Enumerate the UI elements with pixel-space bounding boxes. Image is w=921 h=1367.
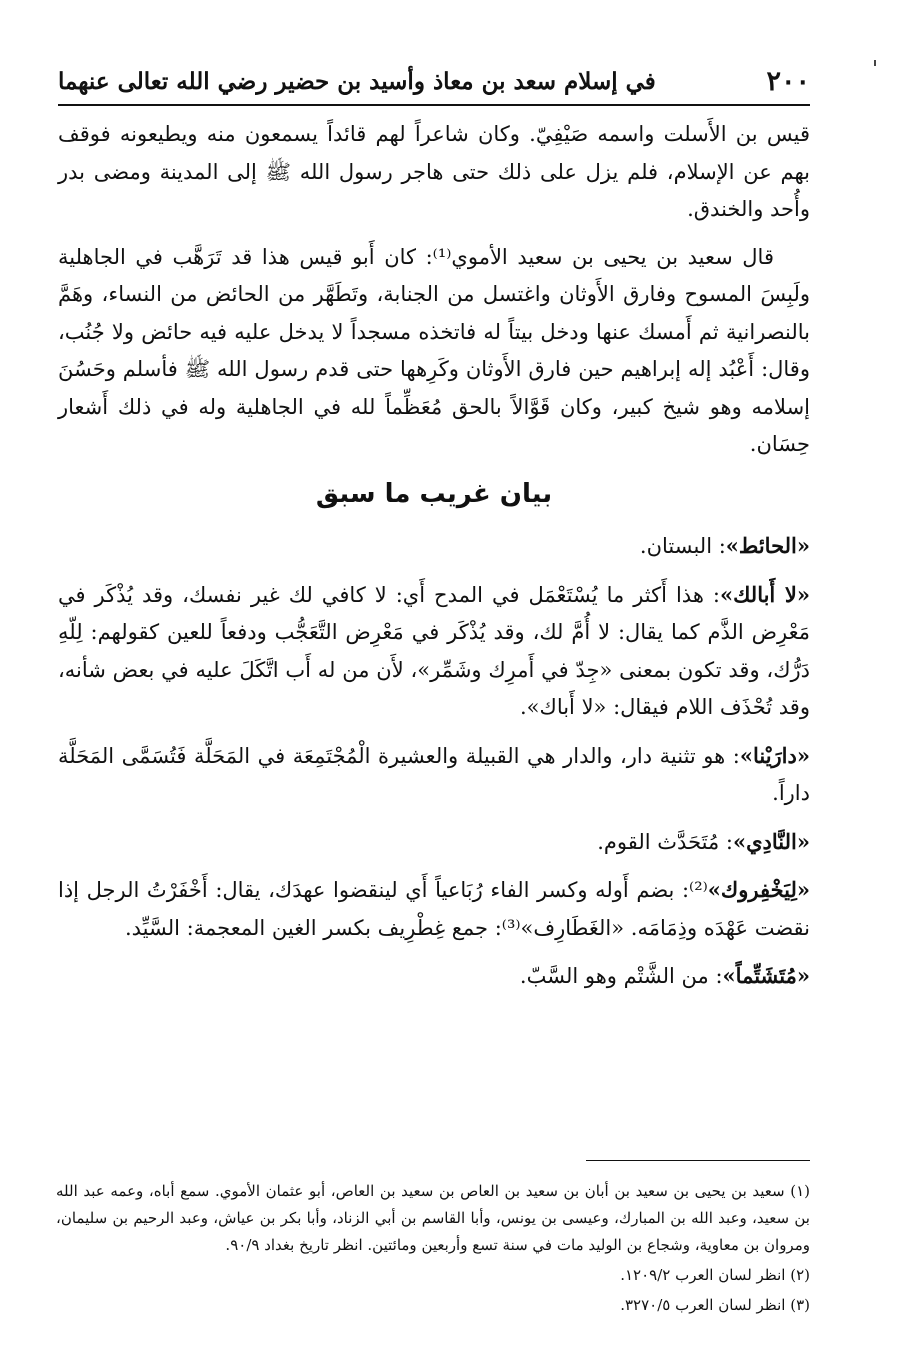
gloss-entry: [58, 957, 810, 996]
gloss-text: : البستان.: [639, 534, 726, 558]
gloss-entry: [58, 527, 810, 566]
section-title: بيان غريب ما سبق: [315, 478, 553, 509]
gloss-term: «النَّادِي»: [732, 828, 810, 854]
main-text: [58, 116, 810, 1006]
gloss-entry: [58, 871, 810, 947]
gloss-entry: [58, 823, 810, 862]
gloss-text: : هو تثنية دار، والدار هي القبيلة والعشيرة الْمُجْتَمِعَة في المَحَلَّة فَتُسَمَّى المَحَلَّة داراً.: [58, 743, 810, 805]
gloss-term: «لا أَبالك»: [719, 581, 810, 607]
gloss-term: «دارَيْنا»: [739, 742, 810, 768]
gloss-term: «الحائط»: [725, 533, 810, 558]
paragraph-2: قال سعيد بن يحيى بن سعيد الأموي⁽¹⁾: كان أَبو قيس هذا قد تَرَهَّب في الجاهلية ولَبِسَ المسوح وفارق الأَوثان واغتسل من الجنابة، وتَطَهَّر من الحائض من النساء، وهَمَّ بالنصرانية ثم أَمسك عنها ودخل بيتاً له فاتخذه مسجداً لا يدخل عليه فيه حائض ولا جُنُب، وقال: أَعْبُد إله إبراهيم حين فارق الأَوثان وكَرِهها حتى قدم رسول الله ﷺ فأسلم وحَسُنَ إسلامه وهو شيخ كبير، وكان قَوَّالاً بالحق مُعَظِّماً لله في الجاهلية وله في ذلك أَشعار حِسَان.: [58, 244, 810, 456]
gloss-term: «لِيَخْفِروك»: [707, 877, 810, 902]
gloss-text: ⁽²⁾: بضم أَوله وكسر الفاء رُبَاعياً أَي لينقضوا عهدَك، يقال: أَخْفَرْتُ الرجل إذا نقضت عَهْدَه وذِمَامَه. «الغَطَارِف»⁽³⁾: جمع غِطْرِيف بكسر الغين المعجمة: السَّيِّد.: [58, 878, 810, 940]
running-title: في إسلام سعد بن معاذ وأسيد بن حضير رضي الله تعالى عنهما: [58, 67, 656, 95]
page-header: [58, 58, 810, 106]
gloss-entry: [58, 576, 810, 727]
paragraph-1: قيس بن الأَسلت واسمه صَيْفِيّ. وكان شاعراً لهم قائداً يسمعون منه ويطيعونه فوقف بهم عن الإسلام، فلم يزل على ذلك حتى هاجر رسول الله ﷺ إلى المدينة ومضى بدر وأُحد والخندق.: [58, 122, 810, 221]
footnote-2: (٢) انظر لسان العرب ١٢٠٩/٢.: [620, 1266, 810, 1284]
footnote-separator: [586, 1160, 810, 1161]
gloss-text: : من الشَّتْم وهو السَّبّ.: [519, 964, 723, 988]
gloss-text: : هذا أَكثر ما يُسْتَعْمَل في المدح أَي: لا كافي لك غير نفسك، وقد يُذْكَر في مَعْرِض الذَّم كما يقال: لا أُمَّ لك، وقد يُذْكَر في مَعْرِض التَّعَجُّب ودفعاً للعين كقولهم: لِلّهِ دَرُّك، وقد تكون بمعنى «جِدّ في أَمرِك وشَمِّر»، لأَن من له أَب اتَّكَلَ عليه في بعض شأنه، وقد تُحْذَف اللام فيقال: «لا أَباك».: [58, 582, 810, 719]
gloss-entry: [58, 737, 810, 813]
page-number: ٢٠٠: [766, 65, 810, 97]
footnote-1: (١) سعيد بن يحيى بن سعيد بن أبان بن سعيد بن العاص بن سعيد بن العاص، أبو عثمان الأموي. سمع أباه، وعمه عبد الله بن سعيد، وعبد الله بن المبارك، وعيسى بن يونس، وأبا القاسم بن أبي الزناد، وأبا بكر بن عياش، وعبد الرحيم بن سليمان، ومروان بن معاوية، وشجاع بن الوليد مات في سنة تسع وأربعين ومائتين. انظر تاريخ بغداد ٩٠/٩.: [56, 1182, 810, 1254]
footnote-3: (٣) انظر لسان العرب ٣٢٧٠/٥.: [620, 1296, 810, 1314]
gloss-term: «مُتَشَتِّماً»: [722, 963, 810, 988]
footnotes: [56, 1178, 810, 1322]
gloss-text: : مُتَحَدَّث القوم.: [597, 829, 733, 854]
margin-mark: [874, 60, 876, 66]
